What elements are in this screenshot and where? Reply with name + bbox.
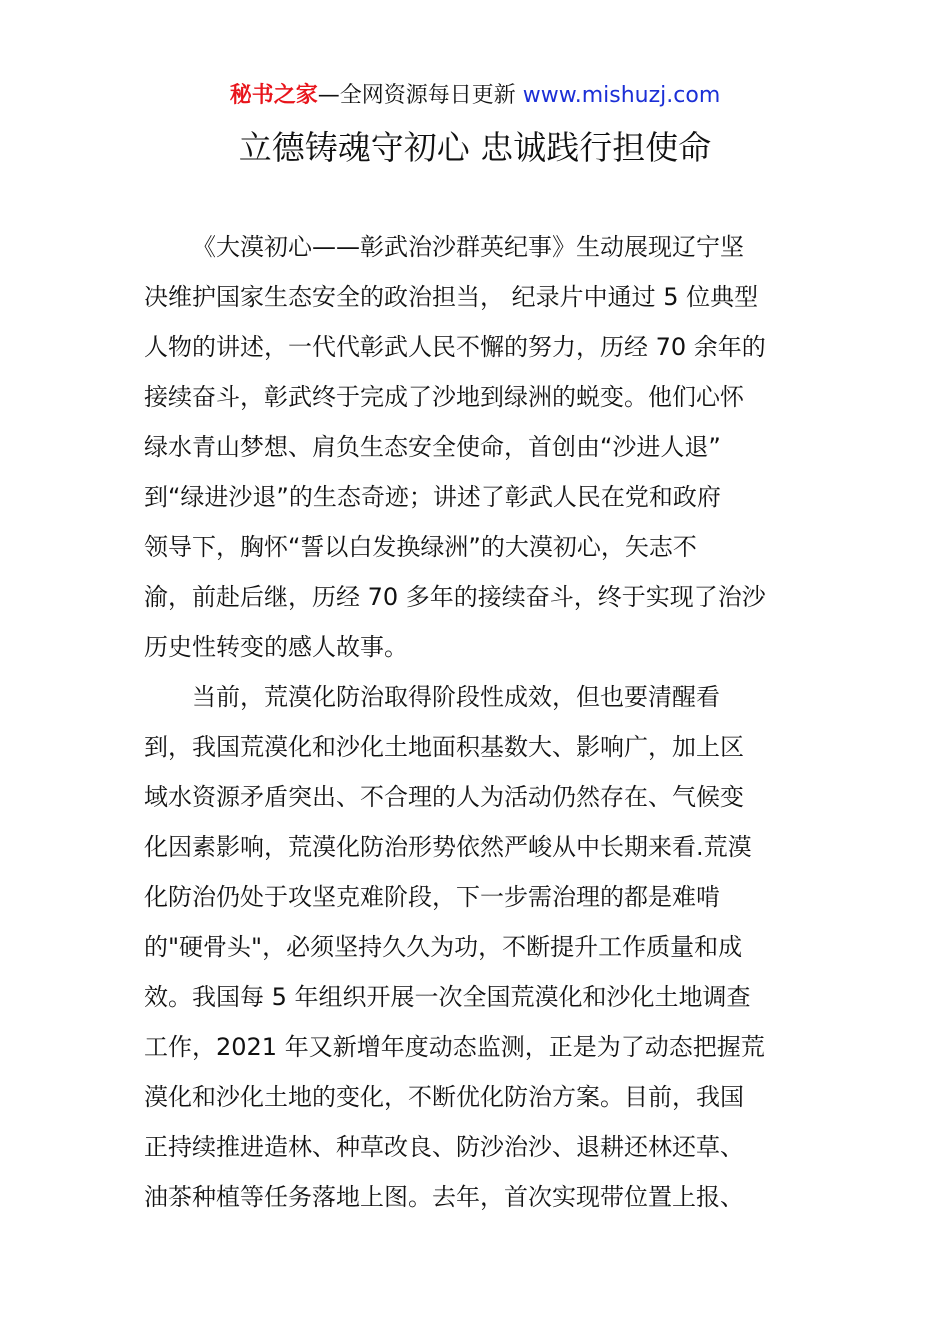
text-line: 人物的讲述，一代代彰武人民不懈的努力，历经 70 余年的	[144, 333, 766, 361]
text-line: 的"硬骨头"，必须坚持久久为功，不断提升工作质量和成	[144, 933, 743, 961]
paragraph	[144, 672, 809, 1222]
text-line: 渝，前赴后继，历经 70 多年的接续奋斗，终于实现了治沙	[144, 583, 766, 611]
text-line: 接续奋斗，彰武终于完成了沙地到绿洲的蜕变。他们心怀	[144, 383, 744, 411]
header-tagline: —全网资源每日更新	[317, 83, 523, 108]
text-line: 域水资源矛盾突出、不合理的人为活动仍然存在、气候变	[144, 783, 744, 811]
text-line: 当前，荒漠化防治取得阶段性成效，但也要清醒看	[192, 683, 720, 711]
text-line: 绿水青山梦想、肩负生态安全使命，首创由“沙进人退”	[144, 433, 721, 461]
text-line: 工作，2021 年又新增年度动态监测，正是为了动态把握荒	[144, 1033, 765, 1061]
text-line: 油茶种植等任务落地上图。去年，首次实现带位置上报、	[144, 1183, 744, 1211]
text-line: 正持续推进造林、种草改良、防沙治沙、退耕还林还草、	[144, 1133, 744, 1161]
text-line: 《大漠初心——彰武治沙群英纪事》生动展现辽宁坚	[192, 233, 744, 261]
text-line: 决维护国家生态安全的政治担当， 纪录片中通过 5 位典型	[144, 283, 759, 311]
text-line: 历史性转变的感人故事。	[144, 633, 408, 661]
text-line: 化因素影响，荒漠化防治形势依然严峻从中长期来看.荒漠	[144, 833, 752, 861]
text-line: 化防治仍处于攻坚克难阶段，下一步需治理的都是难啃	[144, 883, 720, 911]
page-title: 立德铸魂守初心 忠诚践行担使命	[238, 128, 712, 167]
text-line: 漠化和沙化土地的变化，不断优化防治方案。目前，我国	[144, 1083, 744, 1111]
text-line: 效。我国每 5 年组织开展一次全国荒漠化和沙化土地调查	[144, 983, 751, 1011]
text-line: 领导下，胸怀“誓以白发换绿洲”的大漠初心，矢志不	[144, 533, 697, 561]
text-line: 到“绿进沙退”的生态奇迹；讲述了彰武人民在党和政府	[144, 483, 721, 511]
text-line: 到，我国荒漠化和沙化土地面积基数大、影响广，加上区	[144, 733, 744, 761]
brand-name: 秘书之家	[229, 83, 318, 108]
site-url[interactable]: www.mishuzj.com	[522, 83, 721, 108]
article-body	[144, 222, 809, 1222]
paragraph	[144, 222, 809, 672]
site-header	[0, 80, 950, 112]
